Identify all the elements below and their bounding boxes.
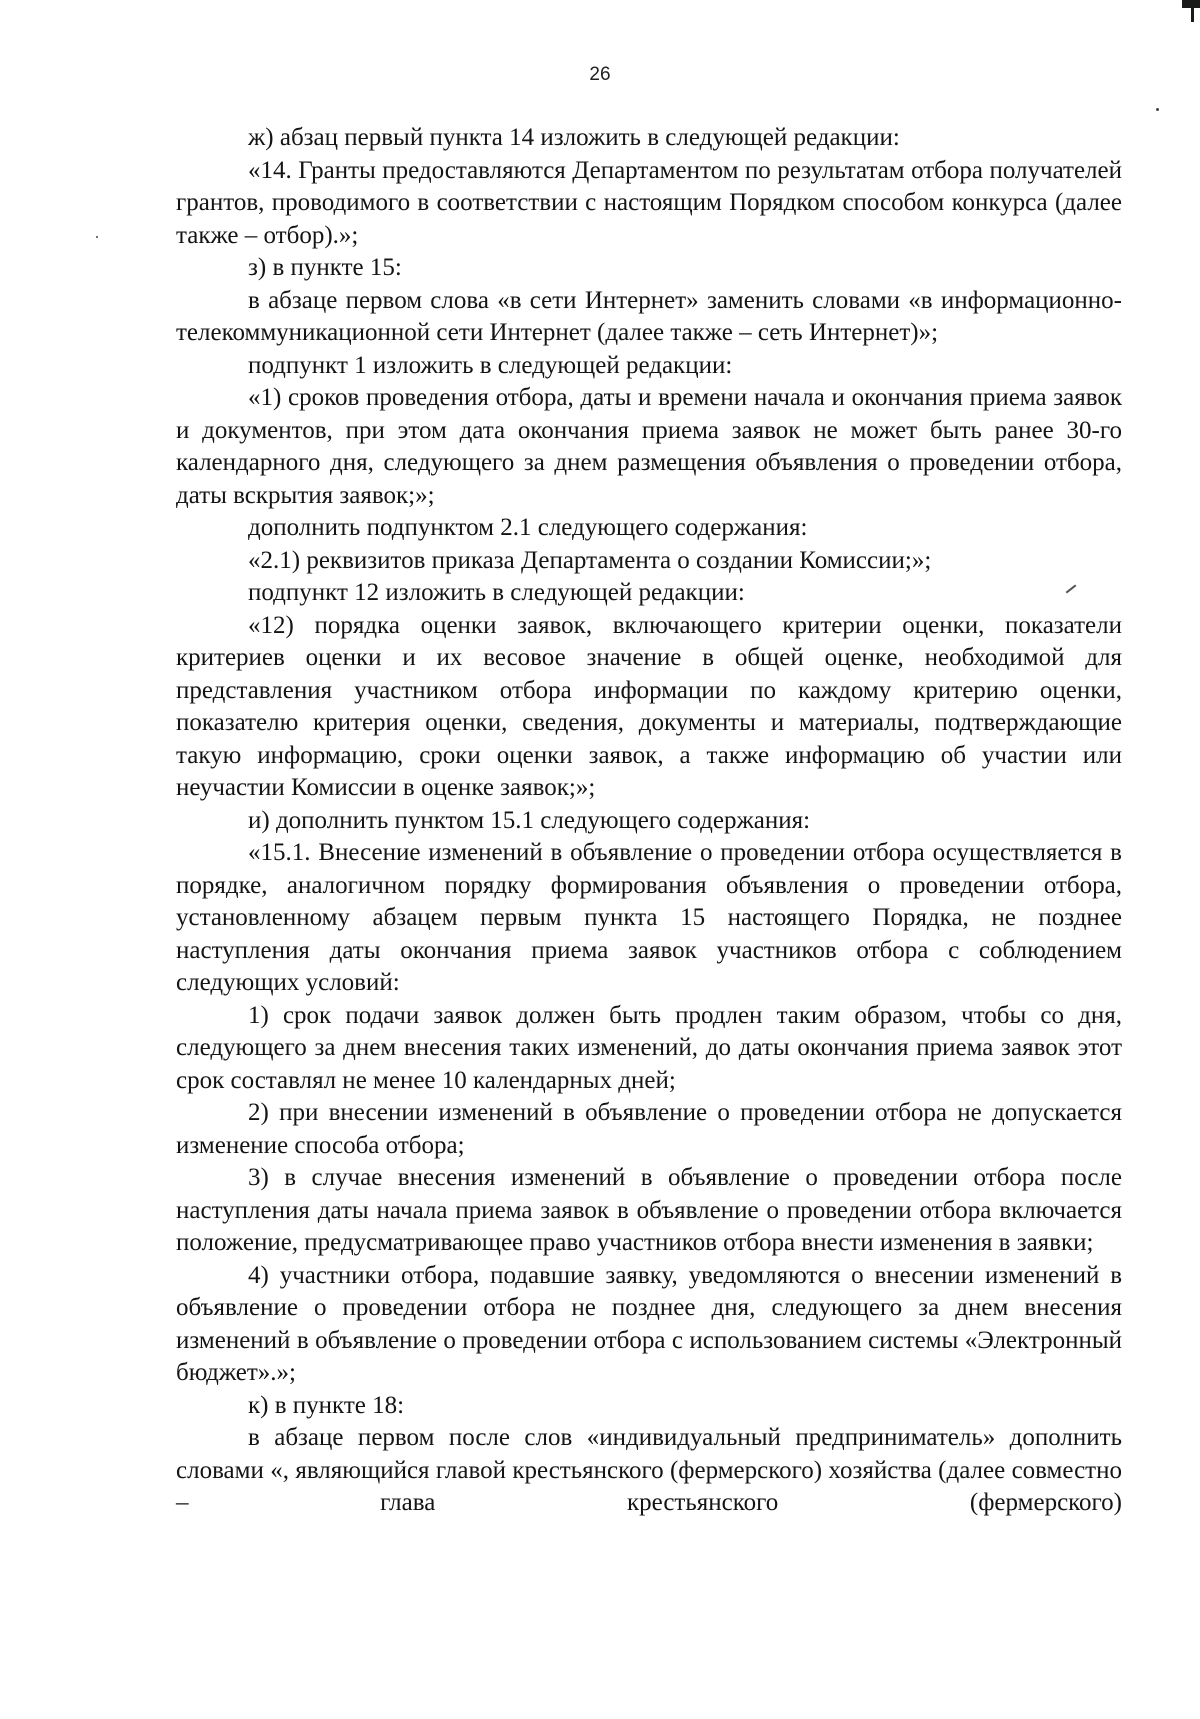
paragraph: в абзаце первом слова «в сети Интернет» заменить словами «в информационно-телекоммуникационной сети Интернет (далее также – сеть Интернет)»;	[176, 286, 1122, 346]
paragraph: 4) участники отбора, подавшие заявку, уведомляются о внесении изменений в объявление о проведении отбора не позднее дня, следующего за днем внесения изменений в объявление о проведении отбора с использованием системы «Электронный бюджет».»;	[176, 1261, 1122, 1386]
document-body	[176, 122, 1122, 1520]
paragraph: «14. Гранты предоставляются Департаментом по результатам отбора получателей грантов, проводимого в соответствии с настоящим Порядком способом конкурса (далее также – отбор).»;	[176, 156, 1122, 249]
paragraph: з) в пункте 15:	[248, 254, 402, 281]
paragraph: к) в пункте 18:	[248, 1391, 405, 1419]
scan-speck	[96, 236, 98, 238]
paragraph: «12) порядка оценки заявок, включающего критерии оценки, показатели критериев оценки и их весовое значение в общей оценке, необходимой для представления участником отбора информации по каждому критерию оценки, показателю критерия оценки, сведения, документы и материалы, подтверждающие такую информацию, сроки оценки заявок, а также информацию об участии или неучастии Комиссии в оценке заявок;»;	[176, 611, 1122, 801]
paragraph: 1) срок подачи заявок должен быть продлен таким образом, чтобы со дня, следующего за днем внесения таких изменений, до даты окончания приема заявок этот срок составлял не менее 10 календарных дней;	[176, 1001, 1122, 1094]
paragraph: 3) в случае внесения изменений в объявление о проведении отбора после наступления даты начала приема заявок в объявление о проведении отбора включается положение, предусматривающее право участников отбора внести изменения в заявки;	[176, 1164, 1122, 1256]
paragraph: в абзаце первом после слов «индивидуальный предприниматель» дополнить словами «, являющийся главой крестьянского (фермерского) хозяйства (далее совместно – глава крестьянского (фермерского)	[176, 1424, 1122, 1516]
paragraph: дополнить подпунктом 2.1 следующего содержания:	[248, 514, 808, 541]
scan-corner-tick	[1191, 8, 1194, 22]
paragraph: ж) абзац первый пункта 14 изложить в следующей редакции:	[248, 124, 900, 151]
paragraph: «15.1. Внесение изменений в объявление о проведении отбора осуществляется в порядке, аналогичном порядку формирования объявления о проведении отбора, установленному абзацем первым пункта 15 настоящего Порядка, не позднее наступления даты окончания приема заявок участников отбора с соблюдением следующих условий:	[176, 839, 1122, 996]
scan-corner-mark	[1182, 0, 1200, 8]
paragraph: подпункт 12 изложить в следующей редакции:	[248, 579, 745, 606]
scan-speck	[1156, 108, 1159, 111]
paragraph: 2) при внесении изменений в объявление о проведении отбора не допускается изменение способа отбора;	[176, 1099, 1122, 1159]
page-number: 26	[589, 64, 611, 85]
paragraph: и) дополнить пунктом 15.1 следующего содержания:	[248, 806, 811, 834]
paragraph: «1) сроков проведения отбора, даты и времени начала и окончания приема заявок и документов, при этом дата окончания приема заявок не может быть ранее 30-го календарного дня, следующего за днем размещения объявления о проведении отбора, даты вскрытия заявок;»;	[176, 384, 1122, 509]
paragraph: «2.1) реквизитов приказа Департамента о создании Комиссии;»;	[248, 546, 932, 574]
paragraph: подпункт 1 изложить в следующей редакции:	[248, 351, 733, 379]
